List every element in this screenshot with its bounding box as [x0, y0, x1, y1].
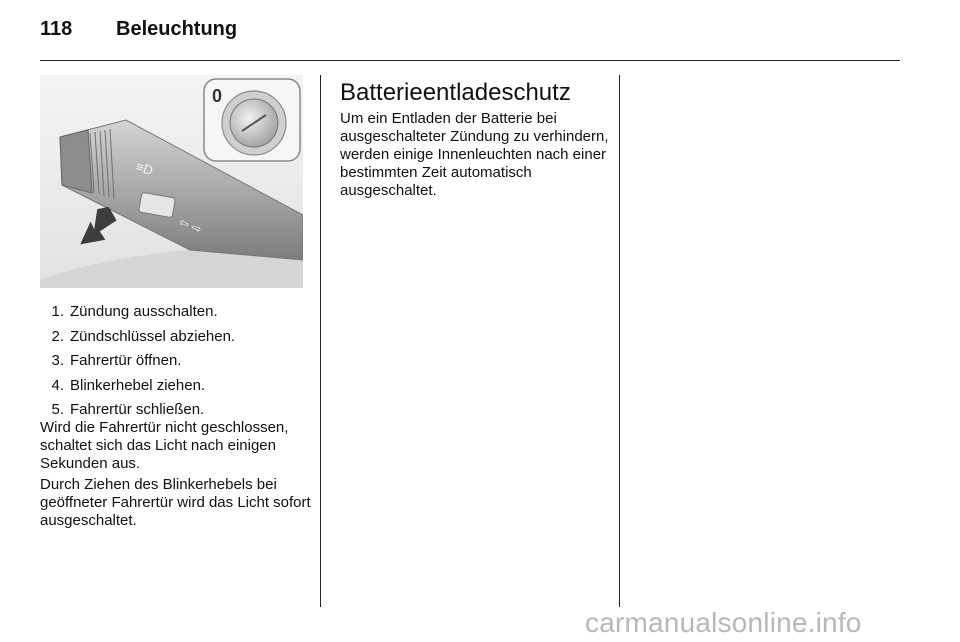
chapter-title: Beleuchtung — [116, 18, 238, 40]
step-item: 3. Fahrertür öffnen. — [51, 352, 182, 369]
pull-lever-note: Durch Ziehen des Blinkerhebels bei geöffneter Fahrertür wird das Licht sofort ausgeschaltet. — [40, 476, 311, 529]
lever-illustration — [40, 75, 303, 288]
step-item: 2. Zündschlüssel abziehen. — [51, 327, 236, 345]
step-item: 1. Zündung ausschalten. — [51, 303, 218, 320]
page-header — [40, 18, 237, 48]
step-item: 5. Fahrertür schließen. — [51, 401, 205, 418]
watermark: carmanualsonline.info — [585, 607, 862, 638]
procedure-steps — [40, 303, 312, 426]
svg-text:≡D: ≡D — [134, 158, 155, 179]
header-divider — [40, 60, 900, 61]
step-item: 4. Blinkerhebel ziehen. — [51, 376, 206, 394]
column-divider-left — [320, 75, 321, 607]
section-body: Um ein Entladen der Batterie bei ausgeschalteter Zündung zu verhindern, werden einige Innenleuchten nach einer bestimmten Zeit automatisch ausgeschaltet. — [340, 110, 609, 199]
section-title: Batterieentladeschutz — [340, 79, 571, 106]
page-number: 118 — [40, 18, 73, 40]
key-position-label: 0 — [212, 86, 223, 106]
column-divider-right — [619, 75, 620, 607]
door-open-note: Wird die Fahrertür nicht geschlossen, schaltet sich das Licht nach einigen Sekunden aus. — [40, 419, 289, 472]
svg-text:⇦ ⇨: ⇦ ⇨ — [176, 214, 204, 237]
